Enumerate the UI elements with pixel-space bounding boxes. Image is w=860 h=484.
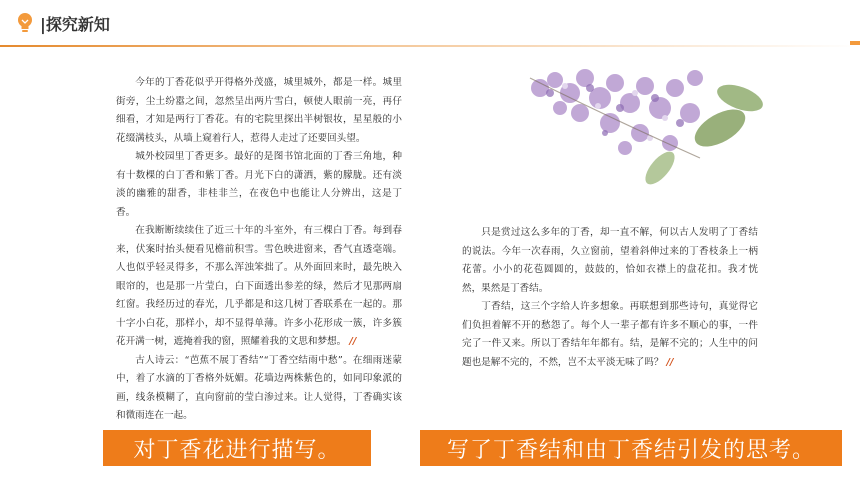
caption-right: 写了丁香结和由丁香结引发的思考。	[420, 430, 842, 466]
left-text-block	[116, 74, 402, 426]
header-divider	[0, 45, 860, 47]
header	[0, 0, 860, 44]
paragraph: 在我断断续续住了近三十年的斗室外，有三棵白丁香。每到春来，伏案时抬头便看见檐前积雪。雪色映进窗来，香气直透毫端。人也似乎轻灵得多，不那么浑浊笨拙了。从外面回来时，最先映入眼帘的，也是那一片莹白，白下面透出参差的绿，然后才见那两扇红窗。我经历过的春光，几乎都是和这几树丁香联系在一起的。那十字小白花，那样小，却不显得单薄。许多小花形成一簇，许多簇花开满一树，遮掩着我的窗，照耀着我的文思和梦想。 //	[116, 225, 402, 347]
paragraph: 今年的丁香花似乎开得格外茂盛，城里城外，都是一样。城里街旁，尘土纷嚣之间，忽然呈出两片雪白，顿使人眼前一亮，再仔细看，才知是两行丁香花。有的宅院里探出半树银妆，星星般的小花缀满枝头，从墙上窥着行人，惹得人走过了还要回头望。	[116, 77, 402, 144]
caption-left: 对丁香花进行描写。	[103, 430, 371, 466]
section-mark: //	[666, 356, 674, 368]
corner-accent	[850, 41, 860, 45]
section-mark: //	[349, 336, 357, 347]
paragraph: 丁香结，这三个字给人许多想象。再联想到那些诗句，真觉得它们负担着解不开的愁怨了。每个人一辈子都有许多不顺心的事，一件完了一件又来。所以丁香结年年都有。结，是解不完的；人生中的问题也是解不完的，不然，岂不太平淡无味了吗？ //	[462, 301, 758, 368]
lightbulb-icon	[16, 12, 34, 34]
paragraph: 只是赏过这么多年的丁香，却一直不解，何以古人发明了丁香结的说法。今年一次春雨，久立窗前，望着斜伸过来的丁香枝条上一柄花蕾。小小的花苞圆圆的，鼓鼓的，恰如衣襟上的盘花扣。我才恍然，果然是丁香结。	[462, 227, 758, 294]
paragraph: 古人诗云：“芭蕉不展丁香结”“丁香空结雨中愁”。在细雨迷蒙中，着了水滴的丁香格外妩媚。花墙边两株紫色的，如同印象派的画，线条模糊了，直向窗前的莹白渗过来。让人觉得，丁香确实该和微雨连在一起。	[116, 354, 402, 421]
lilac-illustration	[510, 58, 770, 198]
right-text-block	[462, 224, 758, 372]
paragraph: 城外校园里丁香更多。最好的是图书馆北面的丁香三角地，种有十数棵的白丁香和紫丁香。月光下白的潇洒，紫的朦胧。还有淡淡的幽雅的甜香，非桂非兰，在夜色中也能让人分辨出，这是丁香。	[116, 151, 402, 218]
page-title: |探究新知	[40, 15, 110, 34]
